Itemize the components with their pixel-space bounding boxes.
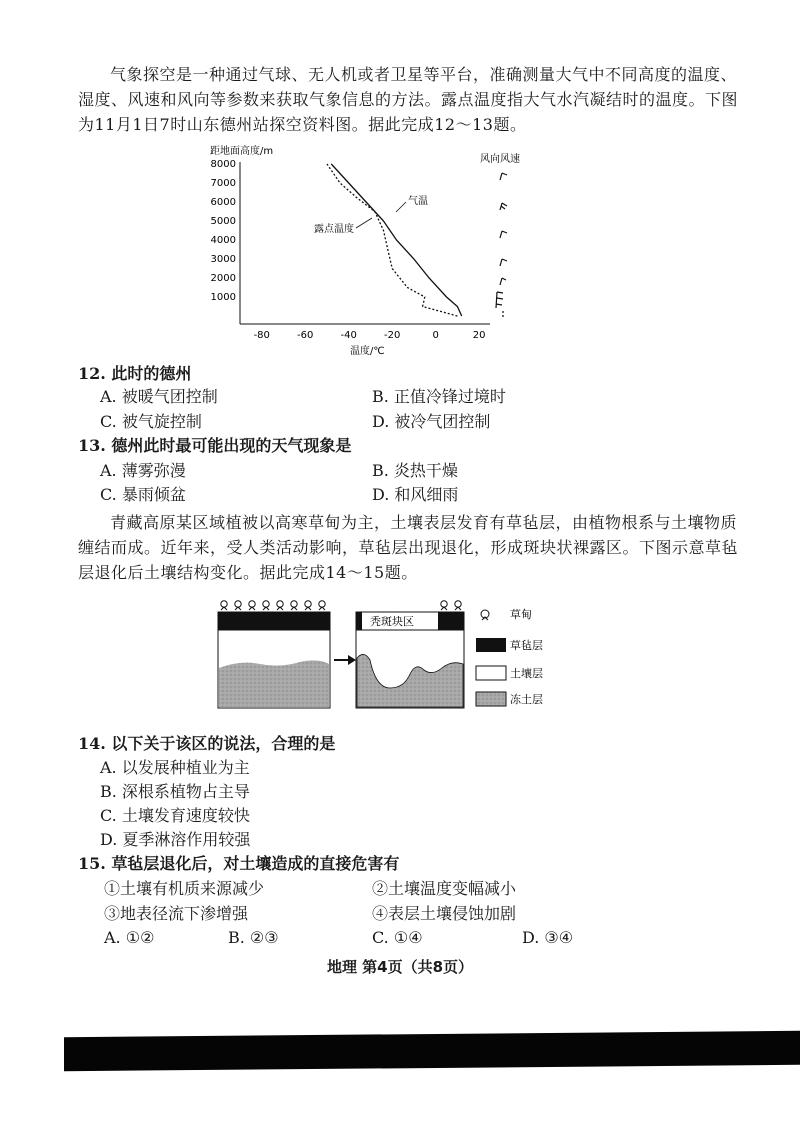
q13-option-d[interactable]: D. 和风细雨 <box>372 485 459 504</box>
legend <box>476 607 543 706</box>
air-temp-leader <box>396 202 406 212</box>
q13-option-a[interactable]: A. 薄雾弥漫 <box>100 461 186 480</box>
q13-stem: 13. 德州此时最可能出现的天气现象是 <box>78 436 352 455</box>
legend-soil: 土壤层 <box>510 667 543 680</box>
legend-turf-swatch <box>476 638 506 652</box>
dew-point-line <box>327 164 457 316</box>
frozen-layer <box>219 660 329 707</box>
y-tick-label: 7000 <box>210 178 236 189</box>
q15-option-b[interactable]: B. ②③ <box>228 928 279 947</box>
wind-barb <box>496 292 503 308</box>
wind-barb <box>500 259 507 266</box>
wind-barb <box>500 203 507 210</box>
meadow-icon <box>221 601 227 610</box>
wind-barb <box>502 312 504 316</box>
q15-item-3: ③地表径流下渗增强 <box>104 904 249 923</box>
meadow-icon <box>263 601 269 610</box>
turf-layer <box>218 612 330 630</box>
change-arrow-head <box>348 655 356 665</box>
meadow-icon <box>291 601 297 610</box>
q14-option-c[interactable]: C. 土壤发育速度较快 <box>100 806 250 825</box>
y-tick-label: 8000 <box>210 159 236 170</box>
y-tick-label: 2000 <box>210 273 236 284</box>
dew-point-label: 露点温度 <box>314 224 354 235</box>
turf-layer-right <box>438 612 464 630</box>
y-tick-label: 5000 <box>210 216 236 227</box>
q14-option-d[interactable]: D. 夏季淋溶作用较强 <box>100 830 251 849</box>
q14-stem: 14. 以下关于该区的说法，合理的是 <box>78 734 336 753</box>
air-temperature-line <box>331 164 461 316</box>
meadow-icon <box>441 601 447 610</box>
air-temp-label: 气温 <box>408 196 428 207</box>
after-profile <box>356 601 464 708</box>
q15-option-d[interactable]: D. ③④ <box>522 928 574 947</box>
q15-item-1: ①土壤有机质来源减少 <box>104 879 265 898</box>
y-tick-label: 3000 <box>210 254 236 265</box>
meadow-icon <box>277 601 283 610</box>
wind-label: 风向风速 <box>480 154 520 165</box>
q15-item-4: ④表层土壤侵蚀加剧 <box>372 904 517 923</box>
q12-option-b[interactable]: B. 正值冷锋过境时 <box>372 387 506 406</box>
legend-frozen-swatch <box>476 692 506 706</box>
legend-soil-swatch <box>476 666 506 680</box>
page-footer: 地理 第4页（共8页） <box>326 958 474 976</box>
legend-meadow-icon <box>481 610 489 620</box>
y-tick-label: 1000 <box>210 292 236 303</box>
before-profile <box>218 601 330 708</box>
bald-patch-label: 秃斑块区 <box>370 615 414 628</box>
q13-option-c[interactable]: C. 暴雨倾盆 <box>100 485 186 504</box>
q15-option-c[interactable]: C. ①④ <box>372 928 423 947</box>
dew-point-leader <box>356 218 372 228</box>
legend-turf: 草毡层 <box>510 639 543 652</box>
meadow-icon <box>235 601 241 610</box>
meadow-icon <box>305 601 311 610</box>
wind-barb <box>500 231 507 238</box>
legend-meadow: 草甸 <box>510 608 532 621</box>
q15-stem: 15. 草毡层退化后，对土壤造成的直接危害有 <box>78 854 400 873</box>
y-tick-label: 6000 <box>210 197 236 208</box>
x-tick-label: 0 <box>432 330 439 341</box>
q12-option-a[interactable]: A. 被暖气团控制 <box>100 387 218 406</box>
x-tick-label: 20 <box>472 330 486 341</box>
q14-option-b[interactable]: B. 深根系植物占主导 <box>100 782 250 801</box>
meadow-icon <box>319 601 325 610</box>
x-tick-label: -40 <box>340 330 357 341</box>
q13-option-b[interactable]: B. 炎热干燥 <box>372 461 458 480</box>
q12-option-d[interactable]: D. 被冷气团控制 <box>372 412 491 431</box>
scan-edge-bar <box>64 1031 800 1071</box>
y-tick-label: 4000 <box>210 235 236 246</box>
sounding-chart <box>200 140 540 360</box>
meadow-icon <box>455 601 461 610</box>
turf-remnant <box>356 612 362 630</box>
wind-barb <box>500 278 506 285</box>
q15-item-2: ②土壤温度变幅减小 <box>372 879 517 898</box>
soil-structure-figure <box>210 598 590 718</box>
wind-barb <box>500 173 507 180</box>
passage-1: 气象探空是一种通过气球、无人机或者卫星等平台，准确测量大气中不同高度的温度、湿度、风速和风向等参数来获取气象信息的方法。露点温度指大气水汽凝结时的温度。下图为11月1日7时山东德州站探空资料图。据此完成12～13题。 <box>78 65 739 134</box>
x-tick-label: -80 <box>253 330 270 341</box>
y-axis-label: 距地面高度/m <box>210 146 274 157</box>
q12-stem: 12. 此时的德州 <box>78 364 192 383</box>
x-tick-label: -60 <box>297 330 314 341</box>
q15-option-a[interactable]: A. ①② <box>104 928 155 947</box>
x-tick-label: -20 <box>384 330 401 341</box>
q12-option-c[interactable]: C. 被气旋控制 <box>100 412 202 431</box>
q14-option-a[interactable]: A. 以发展种植业为主 <box>100 758 250 777</box>
x-axis-label: 温度/℃ <box>350 346 385 357</box>
legend-frozen: 冻土层 <box>510 693 543 706</box>
passage-2: 青藏高原某区域植被以高寒草甸为主，土壤表层发育有草毡层，由植物根系与土壤物质缠结而成。近年来，受人类活动影响，草毡层出现退化，形成斑块状裸露区。下图示意草毡层退化后土壤结构变化。据此完成14～15题。 <box>78 513 739 582</box>
meadow-icon <box>249 601 255 610</box>
wind-barbs <box>496 173 507 316</box>
